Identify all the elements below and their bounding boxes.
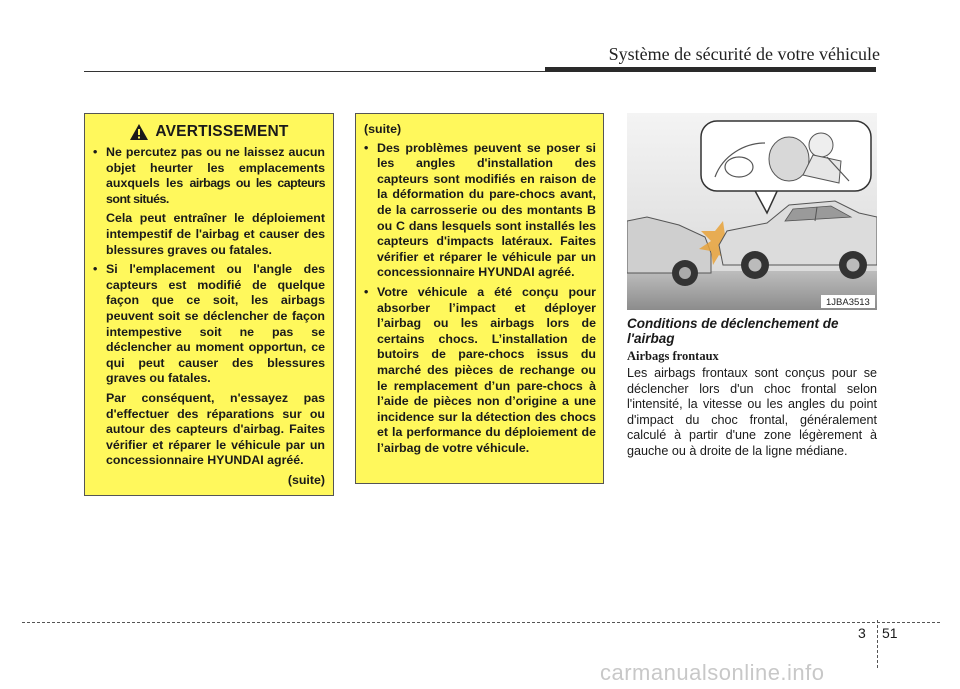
warning-triangle-icon: [129, 123, 149, 141]
continued-label: (suite): [287, 472, 325, 487]
warning-paragraph: Cela peut entraîner le déploiement intempestif de l'airbag et causer des blessures graves ou fatales.: [106, 211, 325, 257]
watermark: carmanualsonline.info: [600, 660, 825, 685]
page-header-title: Système de sécurité de votre véhicule: [608, 44, 880, 64]
header-rule-accent: [545, 67, 876, 72]
continued-label: (suite): [364, 122, 402, 136]
warning-bullet-2: • Si l'emplacement ou l'angle des capteurs est modifié de quelque façon que ce soit, les airbags peuvent soit se déclencher de façon intempestive soit ne pas se déclencher au moment opportun, ce qui peut causer des blessures graves ou fatales.: [93, 262, 325, 386]
warning-paragraph: Par conséquent, n'essayez pas d'effectuer des réparations sur ou autour des capteurs d'airbag. Faites vérifier et réparer le véhicule par un concessionnaire HYUNDAI agréé.: [106, 390, 325, 468]
illustration-code: 1JBA3513: [826, 297, 870, 308]
warning-bullet-text-condensed: airbags ou les capteurs sont situés.: [106, 176, 325, 206]
warning-bullet-text: Des problèmes peuvent se poser si les angles d'installation des capteurs sont modifiés en raison de la déformation du pare-chocs avant, de la carrosserie ou des montants B ou C dans lesquels sont installés les capteurs d'impacts latéraux. Faites vérifier et réparer le véhicule par un concessionnaire HYUNDAI agréé.: [377, 140, 596, 280]
footer-rule: [22, 622, 940, 623]
section-title: Conditions de déclenchement de l'airbag: [627, 316, 839, 346]
warning-bullet-text: Votre véhicule a été conçu pour absorber l’impact et déployer l’airbag ou les airbags lors de certains chocs. L’installation de butoirs de pare-chocs issus du marché des pièces de rechange ou le remplacement d’un pare-chocs à l’aide de pièces non d’origine a une incidence sur la détection des chocs et la performance du déploiement de l’airbag de votre véhicule.: [377, 284, 596, 455]
warning-header: [93, 123, 325, 141]
section-subtitle: Airbags frontaux: [627, 349, 719, 363]
page-number-separator: [877, 620, 878, 668]
warning-bullet-1: • Ne percutez pas ou ne laissez aucun objet heurter les emplacements auxquels les airbags ou les capteurs sont situés.: [93, 145, 325, 206]
page-number: 51: [882, 625, 898, 641]
section-body: Les airbags frontaux sont conçus pour se déclencher lors d'un choc frontal selon l'intensité, la vitesse ou les angles du point d'impact du choc frontal, généralement calculé à partir d'une zone légèrement à gauche ou à droite de la ligne médiane.: [627, 366, 877, 458]
chapter-number: 3: [858, 625, 866, 641]
crash-illustration: [627, 113, 877, 310]
warning-bullet-text: Ne percutez pas ou ne laissez aucun objet heurter les emplacements auxquels les: [106, 145, 325, 191]
warning-box-2: [355, 113, 604, 484]
warning-bullet-text: Si l'emplacement ou l'angle des capteurs est modifié de quelque façon que ce soit, les airbags peuvent soit se déclencher de façon intempestive soit ne pas se déclencher au moment opportun, ce qui peut causer des blessures graves ou fatales.: [106, 262, 325, 386]
warning-title: AVERTISSEMENT: [155, 123, 289, 141]
warning-box-1: [84, 113, 334, 496]
warning-bullet-1: • Des problèmes peuvent se poser si les angles d'installation des capteurs sont modifiés en raison de la déformation du pare-chocs avant, de la carrosserie ou des montants B ou C dans lesquels sont installés les capteurs d'impacts latéraux. Faites vérifier et réparer le véhicule par un concessionnaire HYUNDAI agréé.: [364, 140, 596, 280]
warning-bullet-2: • Votre véhicule a été conçu pour absorber l’impact et déployer l’airbag ou les airbags lors de certains chocs. L’installation de butoirs de pare-chocs issus du marché des pièces de rechange ou le remplacement d’un pare-chocs à l’aide de pièces non d’origine a une incidence sur la détection des chocs et la performance du déploiement de l’airbag de votre véhicule.: [364, 284, 596, 455]
